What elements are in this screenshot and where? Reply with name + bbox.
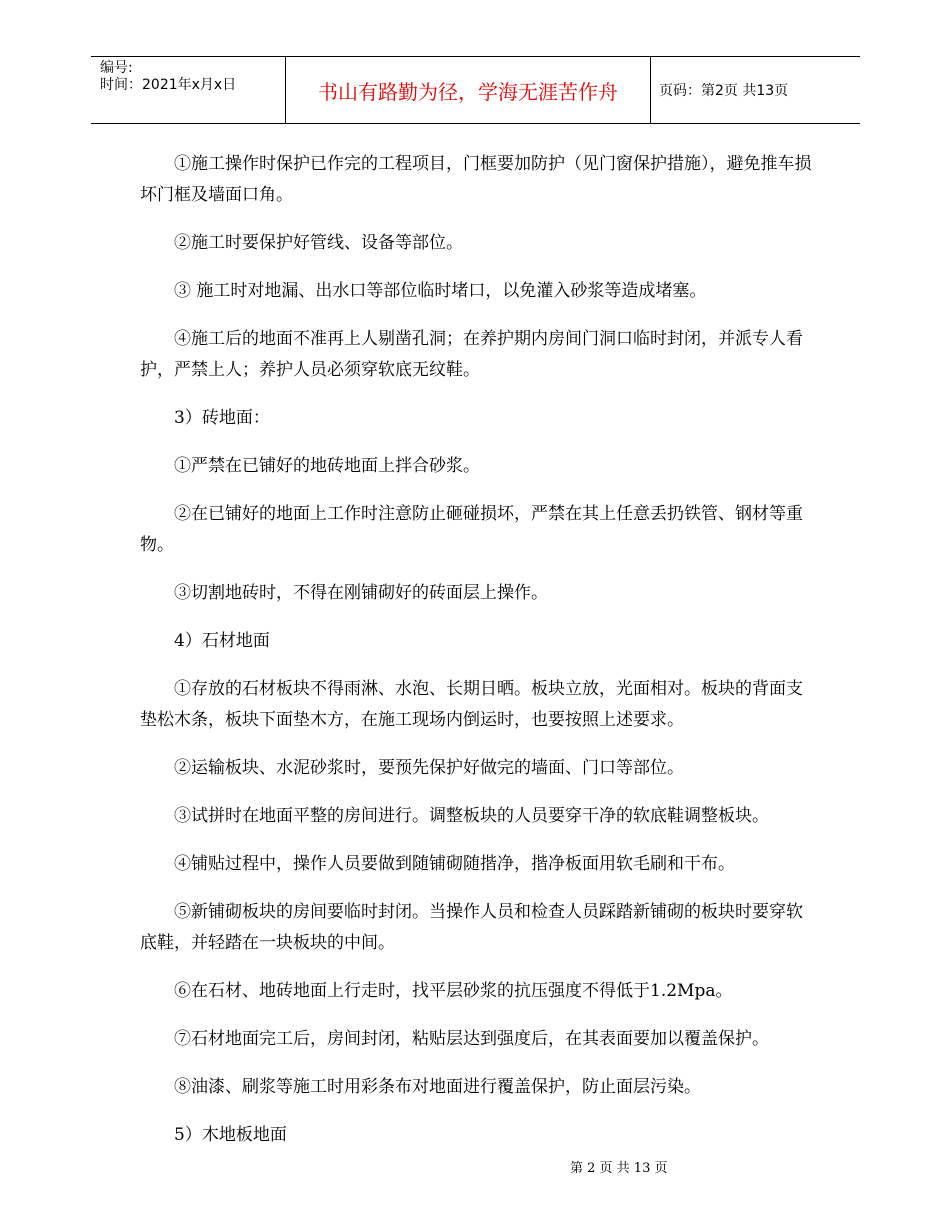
paragraph: ①存放的石材板块不得雨淋、水泡、长期日晒。板块立放，光面相对。板块的背面支垫松木条，板块下面垫木方，在施工现场内倒运时，也要按照上述要求。 — [140, 679, 803, 730]
number-label: 编号: — [100, 60, 133, 76]
paragraph: ③试拼时在地面平整的房间进行。调整板块的人员要穿干净的软底鞋调整板块。 — [174, 806, 769, 826]
header-meta — [91, 57, 286, 123]
paragraph: ②运输板块、水泥砂浆时，要预先保护好做完的墙面、门口等部位。 — [174, 758, 684, 778]
paragraph: ③ 施工时对地漏、出水口等部位临时堵口，以免灌入砂浆等造成堵塞。 — [174, 281, 707, 301]
paragraph: ②在已铺好的地面上工作时注意防止砸碰损坏，严禁在其上任意丢扔铁管、钢材等重物。 — [140, 504, 803, 555]
time-label: 时间：2021年x月x日 — [100, 77, 237, 93]
section-heading: 3）砖地面： — [174, 408, 270, 428]
paragraph: ⑤新铺砌板块的房间要临时封闭。当操作人员和检查人员踩踏新铺砌的板块时要穿软底鞋，并轻踏在一块板块的中间。 — [140, 902, 803, 953]
paragraph: ②施工时要保护好管线、设备等部位。 — [174, 233, 463, 253]
section-heading: 5）木地板地面 — [174, 1125, 287, 1145]
page-header — [91, 56, 860, 124]
paragraph: ④铺贴过程中，操作人员要做到随铺砌随揩净，揩净板面用软毛刷和干布。 — [174, 854, 735, 874]
header-page-info: 页码：第2页 共13页 — [659, 83, 789, 99]
paragraph: ⑦石材地面完工后，房间封闭，粘贴层达到强度后，在其表面要加以覆盖保护。 — [174, 1029, 769, 1049]
paragraph: ⑥在石材、地砖地面上行走时，找平层砂浆的抗压强度不得低于1.2Mpa。 — [174, 981, 733, 1001]
footer-page-number: 第 2 页 共 13 页 — [570, 1161, 668, 1176]
section-heading: 4）石材地面 — [174, 631, 270, 651]
paragraph: ①严禁在已铺好的地砖地面上拌合砂浆。 — [174, 456, 480, 476]
header-motto: 书山有路勤为径，学海无涯苦作舟 — [286, 57, 651, 123]
paragraph: ⑧油漆、刷浆等施工时用彩条布对地面进行覆盖保护，防止面层污染。 — [174, 1077, 701, 1097]
paragraph: ④施工后的地面不准再上人剔凿孔洞；在养护期内房间门洞口临时封闭，并派专人看护，严禁上人；养护人员必须穿软底无纹鞋。 — [140, 329, 803, 380]
paragraph: ③切割地砖时，不得在刚铺砌好的砖面层上操作。 — [174, 583, 548, 603]
document-body — [140, 149, 812, 1168]
paragraph: ①施工操作时保护已作完的工程项目，门框要加防护（见门窗保护措施），避免推车损坏门框及墙面口角。 — [140, 154, 812, 205]
